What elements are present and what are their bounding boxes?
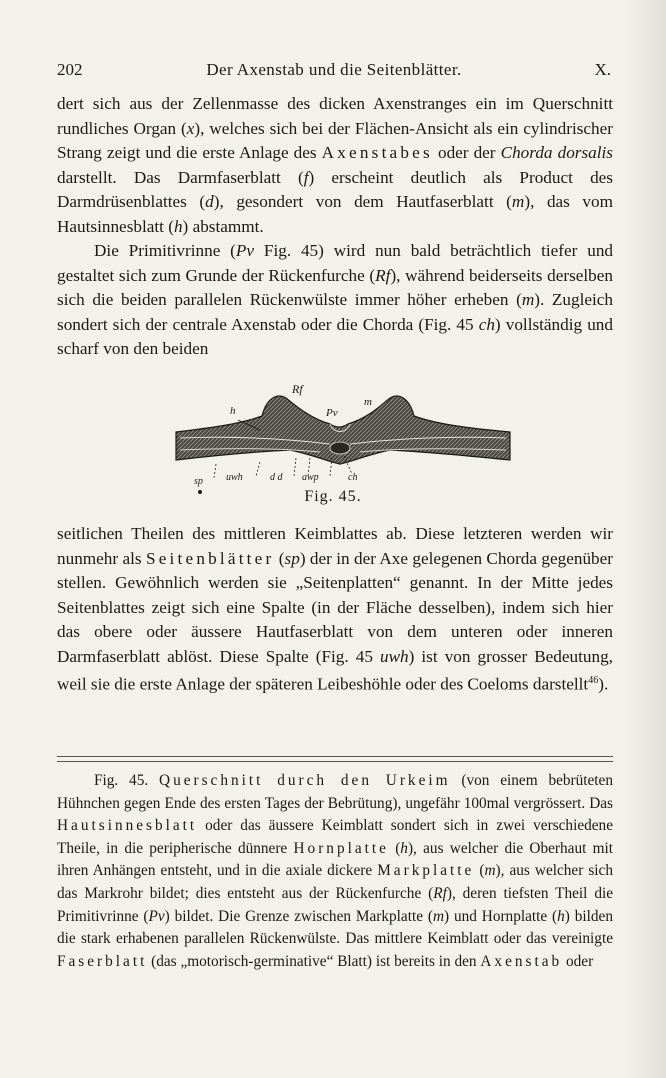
paragraph-1: dert sich aus der Zellenmasse des dicken Axenstranges ein im Querschnitt rundliches Organ (x), welches sich bei der Flächen-Ansicht als ein cylindrischer Strang zeigt und die erste Anlage des Axenstabes oder der Chorda dorsalis darstellt. Das Darmfaserblatt (f) erscheint deutlich als Product des Darmdrüsenblattes (d), gesondert von dem Hautfaserblatt (m), das vom Hautsinnesblatt (h) abstammt. bbox=[57, 94, 613, 236]
label-dd: d d bbox=[270, 472, 283, 483]
body-text-bottom bbox=[57, 522, 613, 697]
figure-label: Fig. 45. bbox=[304, 488, 362, 505]
label-rf: Rf bbox=[292, 382, 303, 396]
label-ch: ch bbox=[348, 472, 358, 483]
page-edge-shading bbox=[626, 0, 666, 1078]
paragraph-2: Die Primitivrinne (Pv Fig. 45) wird nun bald beträchtlich tiefer und gestaltet sich zum Grunde der Rückenfurche (Rf), während beiderseits derselben sich die beiden parallelen Rückenwülste immer höher erheben (m). Zugleich sondert sich der centrale Axenstab oder die Chorda (Fig. 45 ch) vollständig und scharf von den beiden bbox=[57, 241, 614, 358]
footnote-paragraph: Fig. 45. Querschnitt durch den Urkeim (von einem bebrüteten Hühnchen gegen Ende des ersten Tages der Bebrütung), ungefähr 100mal vergrössert. Das Hautsinnesblatt oder das äussere Keimblatt sondert sich in zwei verschiedene Theile, in die peripherische dünnere Hornplatte (h), aus welcher die Oberhaut mit ihren Anhängen entsteht, und in die axiale dickere Markplatte (m), aus welcher sich das Markrohr bildet; dies entsteht aus der Rückenfurche (Rf), deren tiefsten Theil die Primitivrinne (Pv) bildet. Die Grenze zwischen Markplatte (m) und Hornplatte (h) bilden die stark erhabenen parallelen Rückenwülste. Das mittlere Keimblatt oder das vereinigte Faserblatt (das „motorisch-germinative“ Blatt) ist bereits in den Axenstab oder bbox=[57, 772, 614, 970]
label-pv: Pv bbox=[326, 407, 338, 419]
footnote-divider bbox=[57, 756, 613, 757]
body-text-top bbox=[57, 92, 613, 362]
chapter-number: X. bbox=[594, 60, 611, 79]
page-number: 202 bbox=[57, 60, 83, 79]
paragraph-3: seitlichen Theilen des mittleren Keimblattes ab. Diese letzteren werden wir nunmehr als Seitenblätter (sp) der in der Axe gelegenen Chorda gegenüber stellen. Gewöhnlich werden sie „Seitenplatten“ genannt. In der Mitte jedes Seitenblattes zeigt sich eine Spalte (in der Fläche desselben), indem sich hier das obere oder äussere Hautfaserblatt von dem unteren oder inneren Darmfaserblatt ablöst. Diese Spalte (Fig. 45 uwh) ist von grosser Bedeutung, weil sie die erste Anlage der späteren Leibeshöhle oder des Coeloms darstellt$^{46}$). bbox=[57, 524, 613, 694]
label-uwh: uwh bbox=[226, 472, 243, 483]
footnote-divider-2 bbox=[57, 761, 613, 762]
label-h: h bbox=[230, 405, 236, 417]
label-sp: sp bbox=[194, 476, 203, 487]
running-title: Der Axenstab und die Seitenblätter. bbox=[206, 60, 462, 79]
chorda-shape bbox=[330, 442, 350, 454]
figure-caption-footnote bbox=[57, 770, 613, 973]
label-awp: awp bbox=[302, 472, 319, 483]
footnote-reference: 46 bbox=[588, 675, 599, 686]
page-header bbox=[57, 60, 611, 84]
label-m: m bbox=[364, 396, 372, 408]
